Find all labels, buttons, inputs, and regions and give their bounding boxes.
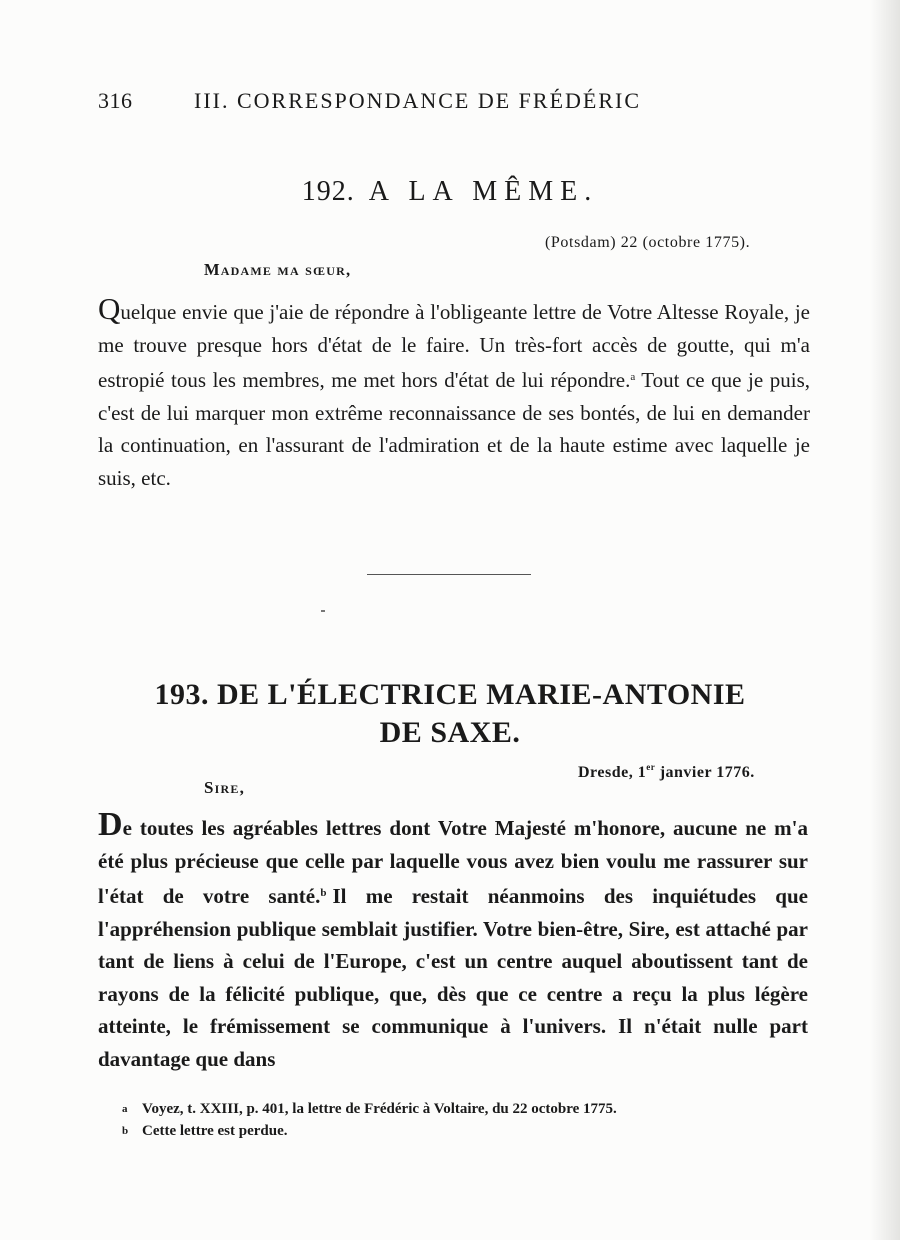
- letter-193-body: [98, 806, 808, 1075]
- letter-192-body: [98, 291, 810, 494]
- letter-193-salutation: Sire,: [204, 778, 246, 797]
- footnotes: [122, 1098, 762, 1142]
- letter-193-date-suffix: janvier 1776.: [655, 764, 755, 781]
- letter-192-date: (Potsdam) 22 (octobre 1775).: [545, 234, 751, 251]
- letter-192-title: A LA MÊME.: [368, 176, 599, 207]
- footnote-b-mark: b: [122, 1125, 129, 1137]
- letter-193-heading: [0, 676, 900, 752]
- running-title: III. CORRESPONDANCE DE FRÉDÉRIC: [194, 88, 642, 113]
- letter-193-date-sup: er: [646, 762, 656, 772]
- footnote-b-text: Cette lettre est perdue.: [142, 1123, 288, 1139]
- letter-192-body-part1: uelque envie que j'aie de répondre à l'obligeante lettre de Votre Altesse Royale, je me trouve presque hors d'état de le faire. Un très-fort accès de goutte, qui m'a estropié tous les membres, me met hors d'état de lui répondre.: [98, 300, 810, 392]
- letter-192-body-part2: Tout ce que je puis, c'est de lui marquer mon extrême reconnaissance de ses bontés, de lui en demander la continuation, en l'assurant de l'admiration et de la haute estime avec laquelle je suis, etc.: [98, 368, 810, 490]
- letter-193-body-part2: Il me restait néanmoins des inquiétudes que l'appréhension publique semblait justifier. Votre bien-être, Sire, est attaché par tant de liens à celui de l'Europe, c'est un centre auquel aboutissent tant de rayons de la félicité publique, que, dès que ce centre a reçu la plus légère atteinte, le frémissement se communique à l'univers. Il n'était nulle part davantage que dans: [98, 884, 808, 1071]
- footnote-a-text: Voyez, t. XXIII, p. 401, la lettre de Frédéric à Voltaire, du 22 octobre 1775.: [142, 1101, 617, 1117]
- running-head: [98, 88, 718, 114]
- letter-193-date: [578, 762, 755, 782]
- letter-193-body-part1: e toutes les agréables lettres dont Votre Majesté m'honore, aucune ne m'a été plus précieuse que celle par laquelle vous avez bien voulu me rassurer sur l'état de votre santé.: [98, 816, 808, 908]
- footnote-a-mark: a: [122, 1103, 128, 1115]
- footnote-ref-a[interactable]: a: [630, 371, 636, 383]
- footnote-a: [122, 1098, 762, 1120]
- page-number: 316: [98, 88, 133, 113]
- print-speck: [321, 610, 325, 612]
- letter-193-dropcap: D: [98, 806, 123, 843]
- section-divider: [367, 574, 531, 575]
- letter-193-date-prefix: Dresde, 1: [578, 764, 647, 781]
- letter-193-heading-line2: DE SAXE.: [379, 716, 521, 749]
- letter-192-heading: [0, 176, 900, 208]
- letter-193-heading-line1: 193. DE L'ÉLECTRICE MARIE-ANTONIE: [154, 678, 746, 711]
- footnote-b: [122, 1120, 762, 1142]
- letter-192-dropcap: Q: [98, 291, 121, 326]
- letter-192-salutation: Madame ma sœur,: [204, 260, 352, 279]
- letter-192-number: 192.: [301, 176, 355, 207]
- footnote-ref-b[interactable]: b: [320, 887, 327, 899]
